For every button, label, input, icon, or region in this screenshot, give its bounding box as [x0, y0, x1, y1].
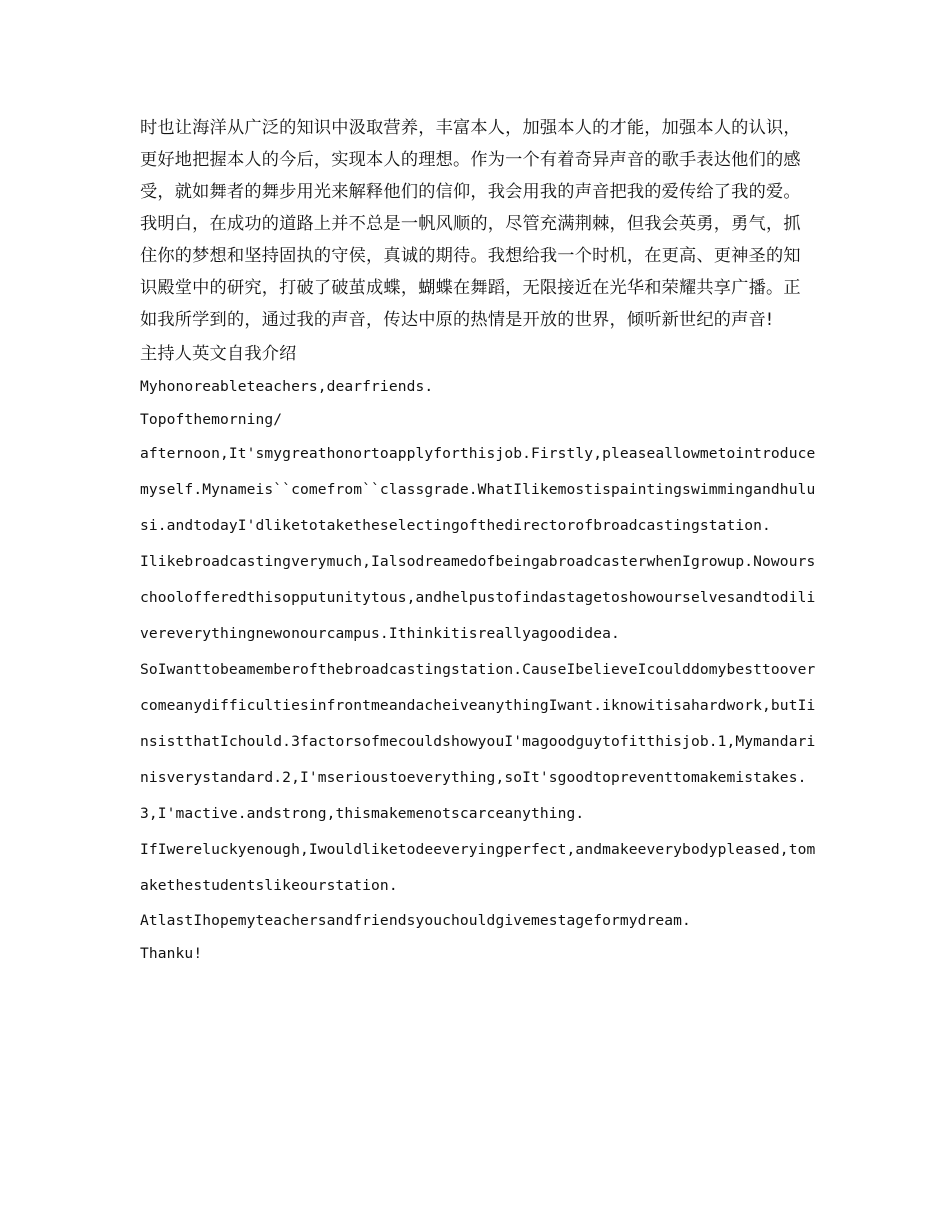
- en-paragraph-1: Myhonoreableteachers,dearfriends.: [140, 378, 434, 395]
- en-paragraph-6: IfIwereluckyenough,Iwouldliketodeeveryingperfect,andmakeeverybodypleased,tomakethestudentslikeourstation.: [140, 841, 816, 894]
- en-paragraph-8: Thanku!: [140, 945, 203, 962]
- cn-paragraph-1: 时也让海洋从广泛的知识中汲取营养，丰富本人，加强本人的才能，加强本人的认识，更好地把握本人的今后，实现本人的理想。作为一个有着奇异声音的歌手表达他们的感受，就如舞者的舞步用光来解释他们的信仰，我会用我的声音把我的爱传给了我的爱。: [140, 118, 801, 202]
- section-heading: 主持人英文自我介绍: [140, 344, 297, 364]
- en-paragraph-2: Topofthemorning/: [140, 411, 283, 428]
- cn-paragraph-2: 我明白，在成功的道路上并不总是一帆风顺的，尽管充满荆棘，但我会英勇，勇气，抓住你的梦想和坚持固执的守侯，真诚的期待。我想给我一个时机，在更高、更神圣的知识殿堂中的研究，打破了破茧成蝶，蝴蝶在舞蹈，无限接近在光华和荣耀共享广播。正如我所学到的，通过我的声音，传达中原的热情是开放的世界，倾听新世纪的声音!: [140, 214, 801, 330]
- document-body: [140, 112, 816, 970]
- en-paragraph-4: Ilikebroadcastingverymuch,IalsodreamedofbeingabroadcasterwhenIgrowup.Nowourschoolofferedthisopputunitytous,andhelpustofindastagetoshowourselvesandtodilivereverythingnewonourcampus.Ithinkitisreallyagoodidea.: [140, 553, 816, 642]
- en-paragraph-5: SoIwanttobeamemberofthebroadcastingstation.CauseIbelieveIcoulddomybesttoovercomeanydifficultiesinfrontmeandacheiveanythingIwant.iknowitisahardwork,butIinsistthatIchould.3factorsofmecouldshowyouI'magoodguytofitthisjob.1,Mymandarinisverystandard.2,I'mserioustoeverything,soIt'sgoodtopreventtomakemistakes.3,I'mactive.andstrong,thismakemenotscarceanything.: [140, 661, 816, 822]
- en-paragraph-3: afternoon,It'smygreathonortoapplyforthisjob.Firstly,pleaseallowmetointroducemyself.Mynameis``comefrom``classgrade.WhatIlikemostispaintingswimmingandhulusi.andtodayI'dliketotaketheselectingofthedirectorofbroadcastingstation.: [140, 445, 816, 534]
- en-paragraph-7: AtlastIhopemyteachersandfriendsyouchouldgivemestageformydream.: [140, 912, 691, 929]
